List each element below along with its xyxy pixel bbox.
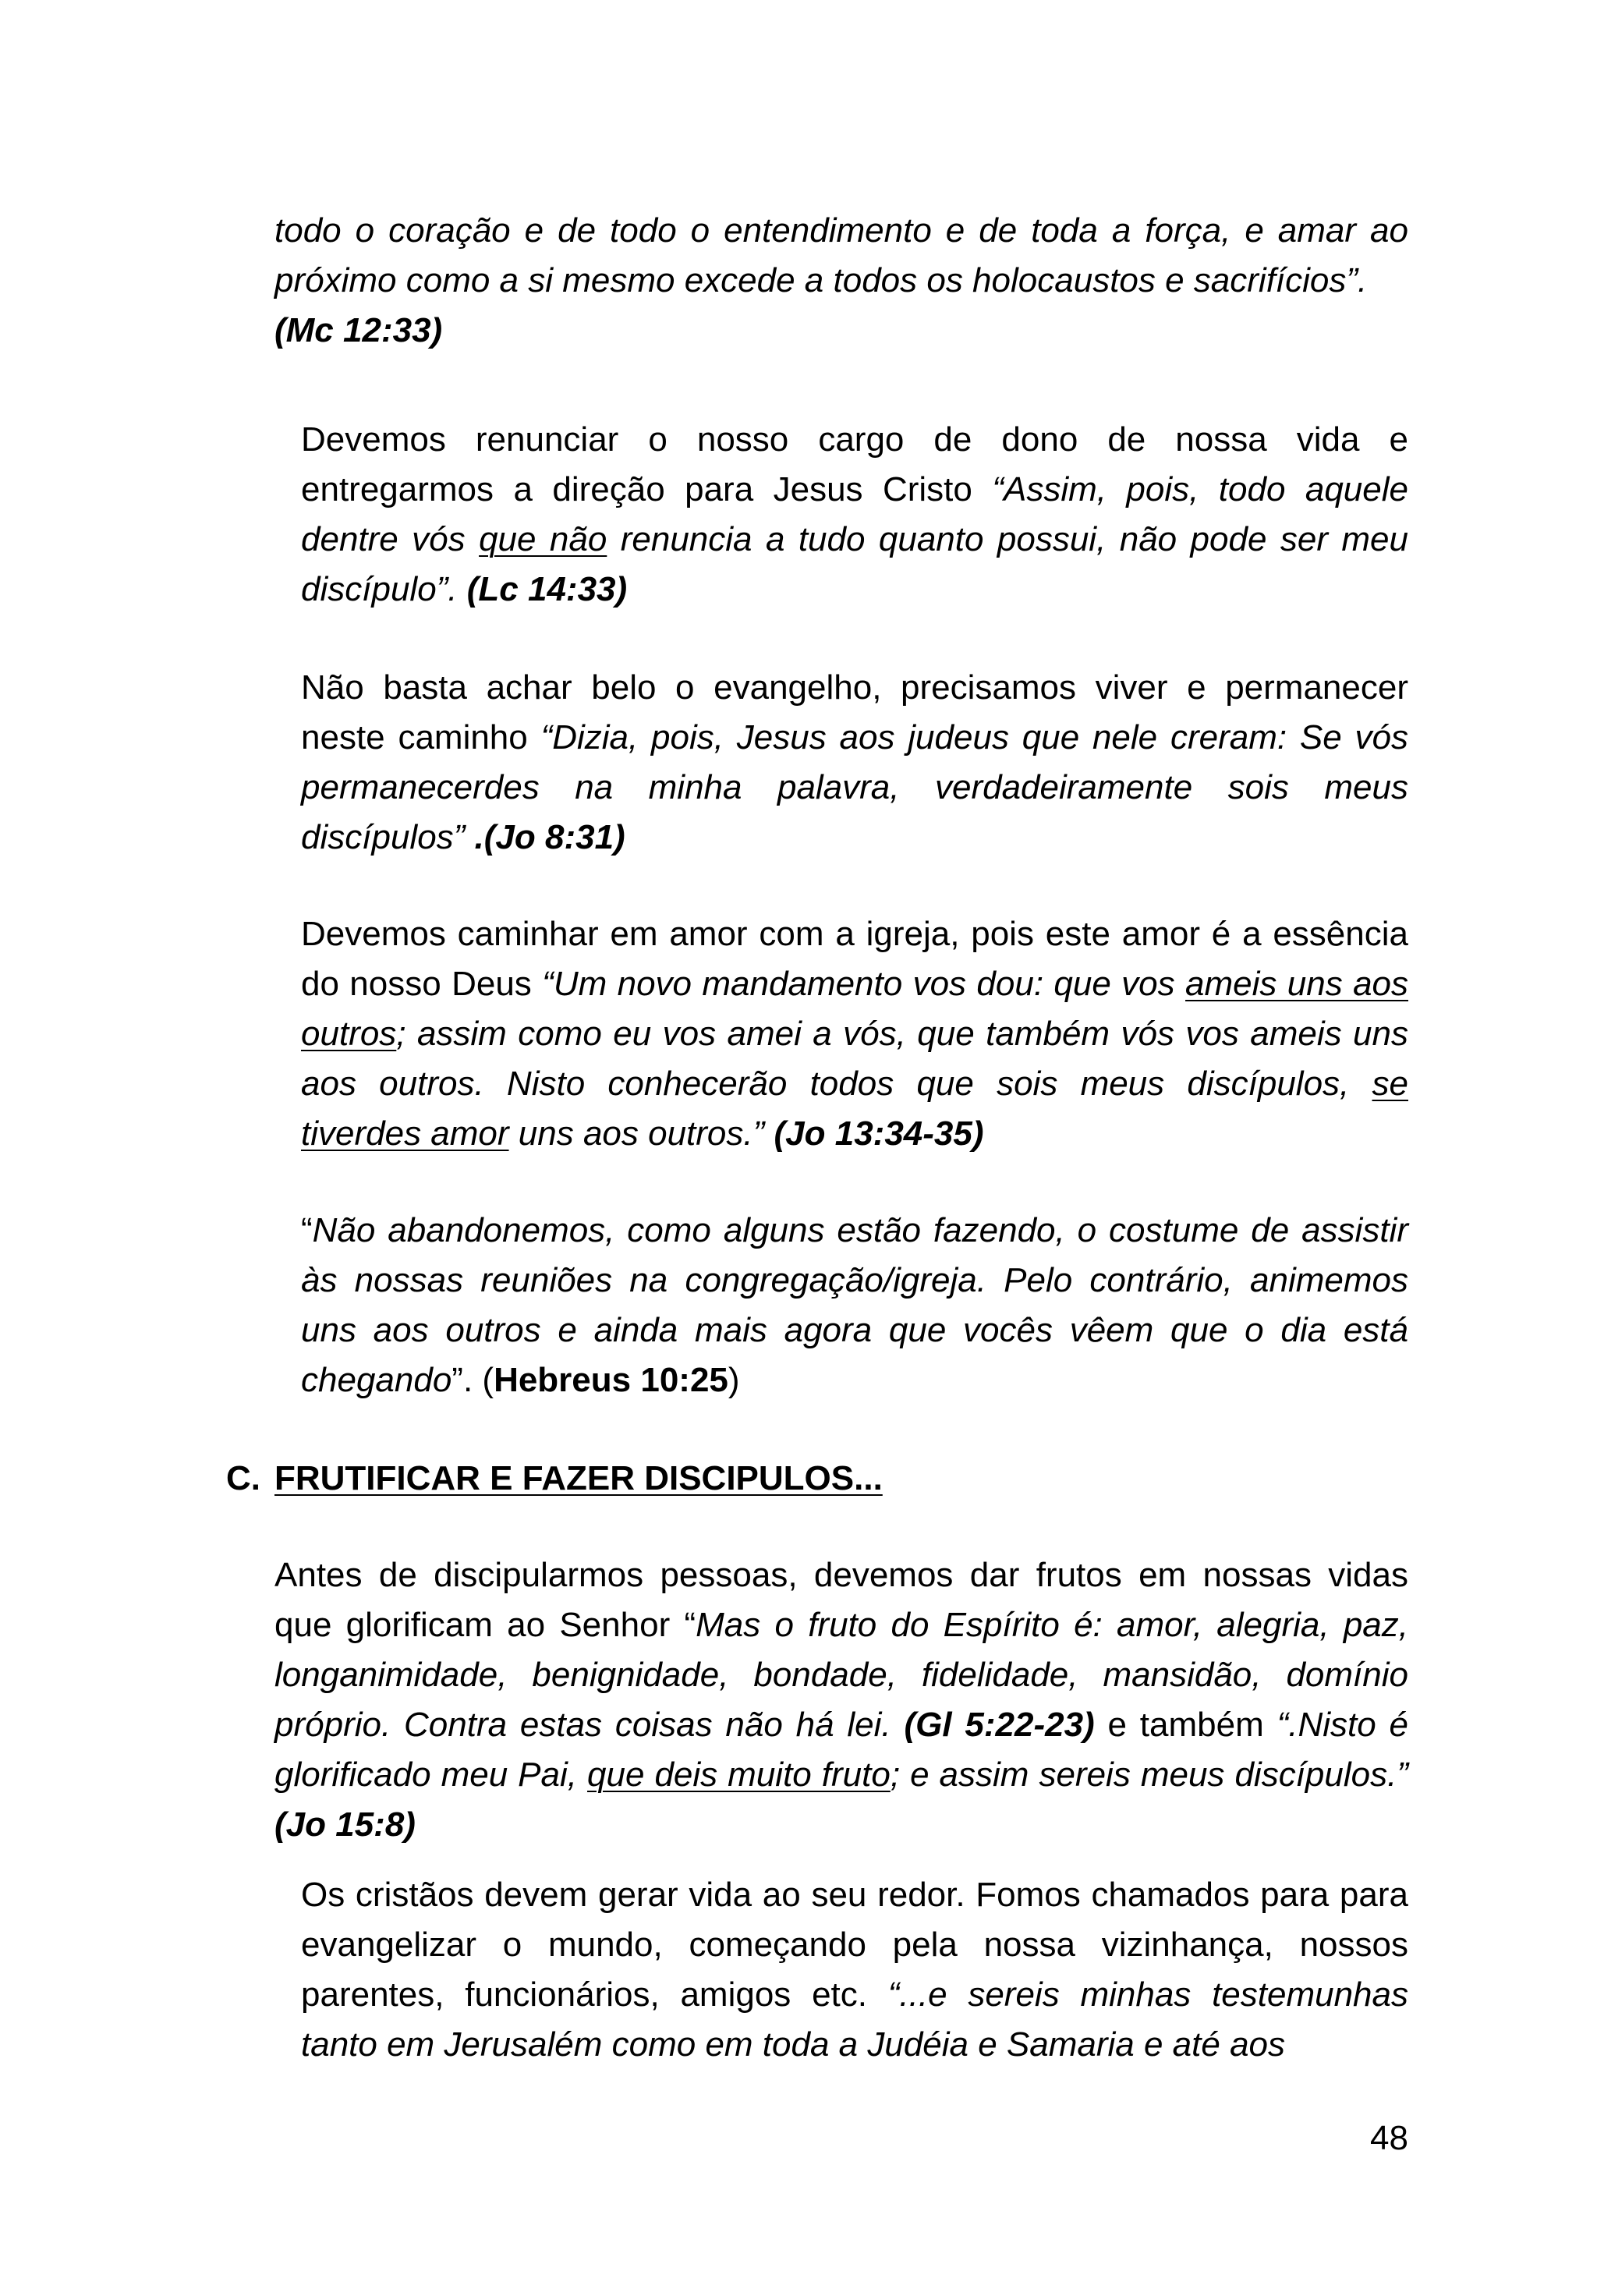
section-letter: C. xyxy=(226,1459,260,1497)
quote-text: “Um novo mandamento vos dou: que vos xyxy=(542,965,1186,1003)
quote-text: “Assim, pois, todo aquele dentre vós xyxy=(301,470,1408,558)
body-text: e também xyxy=(1094,1706,1277,1744)
quote-close-mark: ”. ( xyxy=(451,1361,494,1399)
paragraph-renunciar xyxy=(301,415,1408,615)
body-text: Devemos caminhar em amor com a igreja, pois este amor é a essência do nosso Deus xyxy=(301,915,1408,1003)
body-text: Antes de discipularmos pessoas, devemos dar frutos em nossas vidas que glorificam ao Senhor “ xyxy=(274,1556,1408,1644)
quote-text: ; assim como eu vos amei a vós, que também vós vos ameis uns aos outros. Nisto conhecerão todos que sois meus discípulos, xyxy=(301,1015,1408,1103)
quote-text: uns aos outros.” xyxy=(508,1114,765,1153)
body-text: Os cristãos devem gerar vida ao seu redor. Fomos chamados para para evangelizar o mundo, começando pela nossa vizinhança, nossos parentes, funcionários, amigos etc. xyxy=(301,1876,1408,2014)
body-text: Devemos renunciar o nosso cargo de dono de nossa vida e entregarmos a direção para Jesus Cristo xyxy=(301,420,1408,508)
underlined-quote-text: que não xyxy=(479,520,607,558)
bible-reference: (Jo 13:34-35) xyxy=(764,1114,984,1153)
bible-reference: (Lc 14:33) xyxy=(466,570,628,608)
quote-text: “.Nisto é glorificado meu Pai, xyxy=(274,1706,1408,1794)
bible-reference: Hebreus 10:25 xyxy=(494,1361,728,1399)
paragraph-hebreus xyxy=(301,1206,1408,1405)
paragraph-amor xyxy=(301,909,1408,1159)
underlined-quote-text: que deis muito fruto xyxy=(587,1756,891,1794)
quote-open-mark: “ xyxy=(301,1211,313,1249)
bible-reference: (Jo 15:8) xyxy=(274,1805,416,1844)
quote-text: todo o coração e de todo o entendimento e de toda a força, e amar ao próximo como a si mesmo excede a todos os holocaustos e sacrifícios”. xyxy=(274,211,1408,299)
section-heading xyxy=(226,1454,883,1504)
quote-text: Mas o fruto do Espírito é: amor, alegria, paz, longanimidade, benignidade, bondade, fidelidade, mansidão, domínio próprio. Contra estas coisas não há lei. xyxy=(274,1606,1408,1744)
body-text: Não basta achar belo o evangelho, precisamos viver e permanecer neste caminho xyxy=(301,668,1408,756)
bible-reference: (Mc 12:33) xyxy=(274,311,443,349)
quote-text: “...e sereis minhas testemunhas tanto em Jerusalém como em toda a Judéia e Samaria e até aos xyxy=(301,1975,1408,2064)
underlined-quote-text: ameis uns aos outros xyxy=(301,965,1409,1053)
quote-text: Não abandonemos, como alguns estão fazendo, o costume de assistir às nossas reuniões na congregação/igreja. Pelo contrário, animemos uns aos outros e ainda mais agora que vocês vêem que o dia está chegando xyxy=(301,1211,1408,1399)
quote-text: ; e assim sereis meus discípulos.” xyxy=(890,1756,1408,1794)
paragraph-frutos xyxy=(274,1550,1408,1850)
quote-text: renuncia a tudo quanto possui, não pode ser meu discípulo”. xyxy=(301,520,1408,608)
closing-paren: ) xyxy=(728,1361,740,1399)
bible-reference: (Gl 5:22-23) xyxy=(904,1706,1095,1744)
paragraph-evangelho xyxy=(301,663,1408,863)
paragraph-mc-12-33 xyxy=(274,206,1408,356)
bible-reference: .(Jo 8:31) xyxy=(465,818,625,856)
page-number: 48 xyxy=(1370,2119,1408,2157)
quote-text: “Dizia, pois, Jesus aos judeus que nele creram: Se vós permanecerdes na minha palavra, verdadeiramente sois meus discípulos” xyxy=(301,718,1408,856)
paragraph-testemunhas xyxy=(301,1870,1408,2070)
section-title: FRUTIFICAR E FAZER DISCIPULOS... xyxy=(274,1459,883,1497)
underlined-quote-text: se tiverdes amor xyxy=(301,1065,1408,1153)
